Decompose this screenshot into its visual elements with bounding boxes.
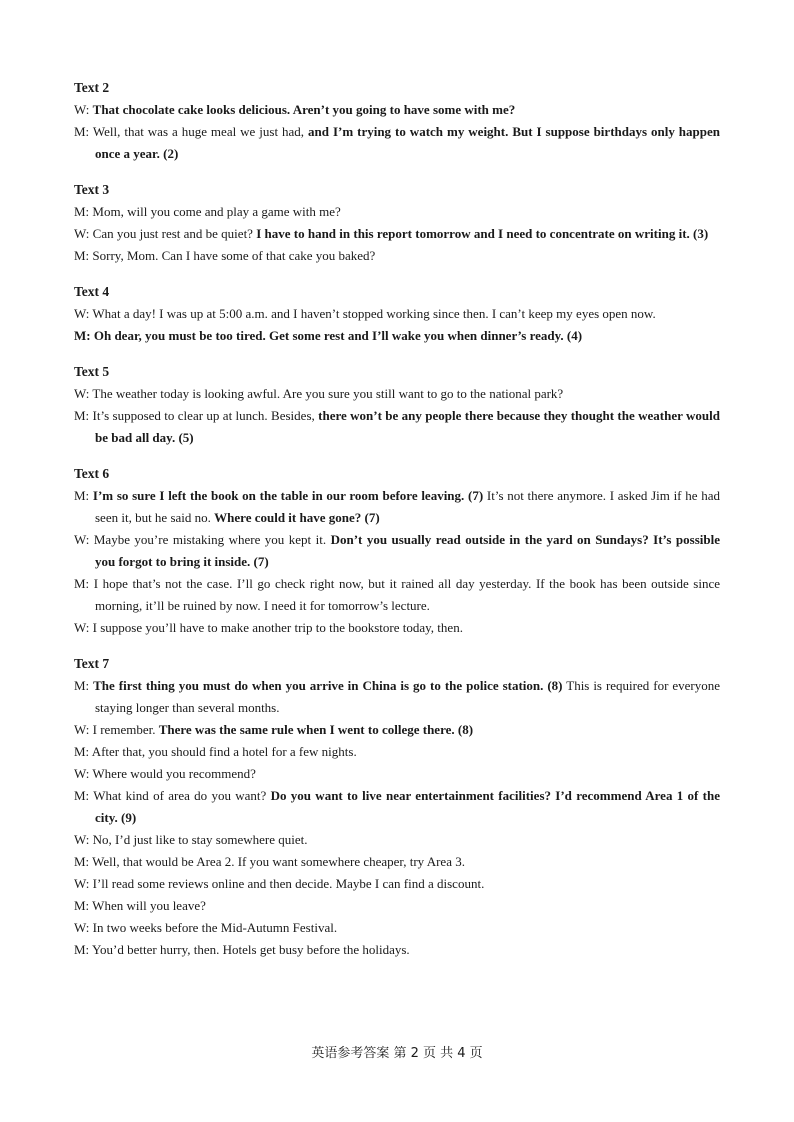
dialogue-section — [74, 361, 720, 449]
dialogue-line — [74, 383, 720, 405]
answer-evidence-text: M: Oh dear, you must be too tired. Get some rest and I’ll wake you when dinner’s ready. (4) — [74, 328, 583, 343]
dialogue-text: W: No, I’d just like to stay somewhere quiet. — [74, 832, 308, 847]
dialogue-text: W: — [74, 102, 93, 117]
dialogue-section — [74, 77, 720, 165]
dialogue-text: M: — [74, 488, 93, 503]
dialogue-text: W: Where would you recommend? — [74, 766, 256, 781]
dialogue-line — [74, 325, 720, 347]
dialogue-section — [74, 463, 720, 639]
section-heading: Text 3 — [74, 182, 110, 197]
dialogue-section — [74, 281, 720, 347]
answer-evidence-text: There was the same rule when I went to college there. (8) — [158, 722, 474, 737]
dialogue-line — [74, 245, 720, 267]
dialogue-section — [74, 653, 720, 961]
dialogue-text: W: Can you just rest and be quiet? — [74, 226, 257, 241]
dialogue-line — [74, 485, 720, 529]
dialogue-text: M: After that, you should find a hotel for a few nights. — [74, 744, 357, 759]
answer-evidence-text: Do you want to live near entertainment facilities? I’d recommend Area 1 of the city. (9) — [95, 788, 720, 825]
dialogue-line — [74, 99, 720, 121]
dialogue-text: M: You’d better hurry, then. Hotels get busy before the holidays. — [74, 942, 410, 957]
dialogue-text: M: Sorry, Mom. Can I have some of that cake you baked? — [74, 248, 376, 263]
dialogue-text: M: What kind of area do you want? — [74, 788, 271, 803]
dialogue-text: M: I hope that’s not the case. I’ll go check right now, but it rained all day yesterday. If the book has been outside since morning, it’ll be ruined by now. I need it for tomorrow’s lecture. — [74, 576, 720, 613]
dialogue-line — [74, 617, 720, 639]
dialogue-line — [74, 895, 720, 917]
dialogue-line — [74, 719, 720, 741]
dialogue-text: This is required for everyone staying longer than several months. — [95, 678, 721, 715]
dialogue-line — [74, 873, 720, 895]
dialogue-text: It’s not there anymore. I asked Jim if he had seen it, but he said no. — [95, 488, 720, 525]
dialogue-text: M: — [74, 678, 94, 693]
dialogue-line — [74, 675, 720, 719]
section-heading: Text 4 — [74, 284, 110, 299]
dialogue-text: M: Well, that was a huge meal we just had, — [74, 124, 309, 139]
section-heading: Text 2 — [74, 80, 110, 95]
answer-evidence-text: That chocolate cake looks delicious. Aren’t you going to have some with me? — [92, 102, 516, 117]
dialogue-text: M: It’s supposed to clear up at lunch. Besides, — [74, 408, 319, 423]
answer-evidence-text: I’m so sure I left the book on the table in our room before leaving. (7) — [92, 488, 484, 503]
dialogue-line — [74, 121, 720, 165]
page-footer: 英语参考答案 第 2 页 共 4 页 — [311, 1046, 483, 1061]
answer-key-content — [74, 77, 720, 975]
section-heading: Text 7 — [74, 656, 110, 671]
dialogue-line — [74, 529, 720, 573]
dialogue-text: W: I’ll read some reviews online and then decide. Maybe I can find a discount. — [74, 876, 485, 891]
dialogue-line — [74, 201, 720, 223]
section-heading: Text 5 — [74, 364, 110, 379]
dialogue-text: W: I suppose you’ll have to make another trip to the bookstore today, then. — [74, 620, 463, 635]
answer-evidence-text: and I’m trying to watch my weight. But I suppose birthdays only happen once a year. (2) — [95, 124, 720, 161]
answer-evidence-text: I have to hand in this report tomorrow and I need to concentrate on writing it. (3) — [256, 226, 709, 241]
dialogue-line — [74, 939, 720, 961]
dialogue-line — [74, 741, 720, 763]
dialogue-line — [74, 303, 720, 325]
section-heading: Text 6 — [74, 466, 110, 481]
answer-evidence-text: The first thing you must do when you arrive in China is go to the police station. (8) — [93, 678, 563, 693]
dialogue-line — [74, 763, 720, 785]
dialogue-text: W: In two weeks before the Mid-Autumn Festival. — [74, 920, 338, 935]
dialogue-text: M: Well, that would be Area 2. If you want somewhere cheaper, try Area 3. — [74, 854, 465, 869]
dialogue-line — [74, 573, 720, 617]
dialogue-line — [74, 917, 720, 939]
dialogue-line — [74, 851, 720, 873]
dialogue-line — [74, 785, 720, 829]
answer-evidence-text: Don’t you usually read outside in the yard on Sundays? It’s possible you forgot to bring it inside. (7) — [95, 532, 720, 569]
dialogue-text: W: What a day! I was up at 5:00 a.m. and I haven’t stopped working since then. I can’t keep my eyes open now. — [74, 306, 656, 321]
answer-evidence-text: there won’t be any people there because they thought the weather would be bad all day. (5) — [95, 408, 720, 445]
dialogue-text: W: I remember. — [74, 722, 159, 737]
dialogue-line — [74, 829, 720, 851]
dialogue-text: M: Mom, will you come and play a game with me? — [74, 204, 341, 219]
dialogue-section — [74, 179, 720, 267]
answer-evidence-text: Where could it have gone? (7) — [214, 510, 380, 525]
dialogue-line — [74, 405, 720, 449]
dialogue-text: W: Maybe you’re mistaking where you kept it. — [74, 532, 331, 547]
dialogue-text: M: When will you leave? — [74, 898, 206, 913]
dialogue-text: W: The weather today is looking awful. Are you sure you still want to go to the national park? — [74, 386, 564, 401]
dialogue-line — [74, 223, 720, 245]
